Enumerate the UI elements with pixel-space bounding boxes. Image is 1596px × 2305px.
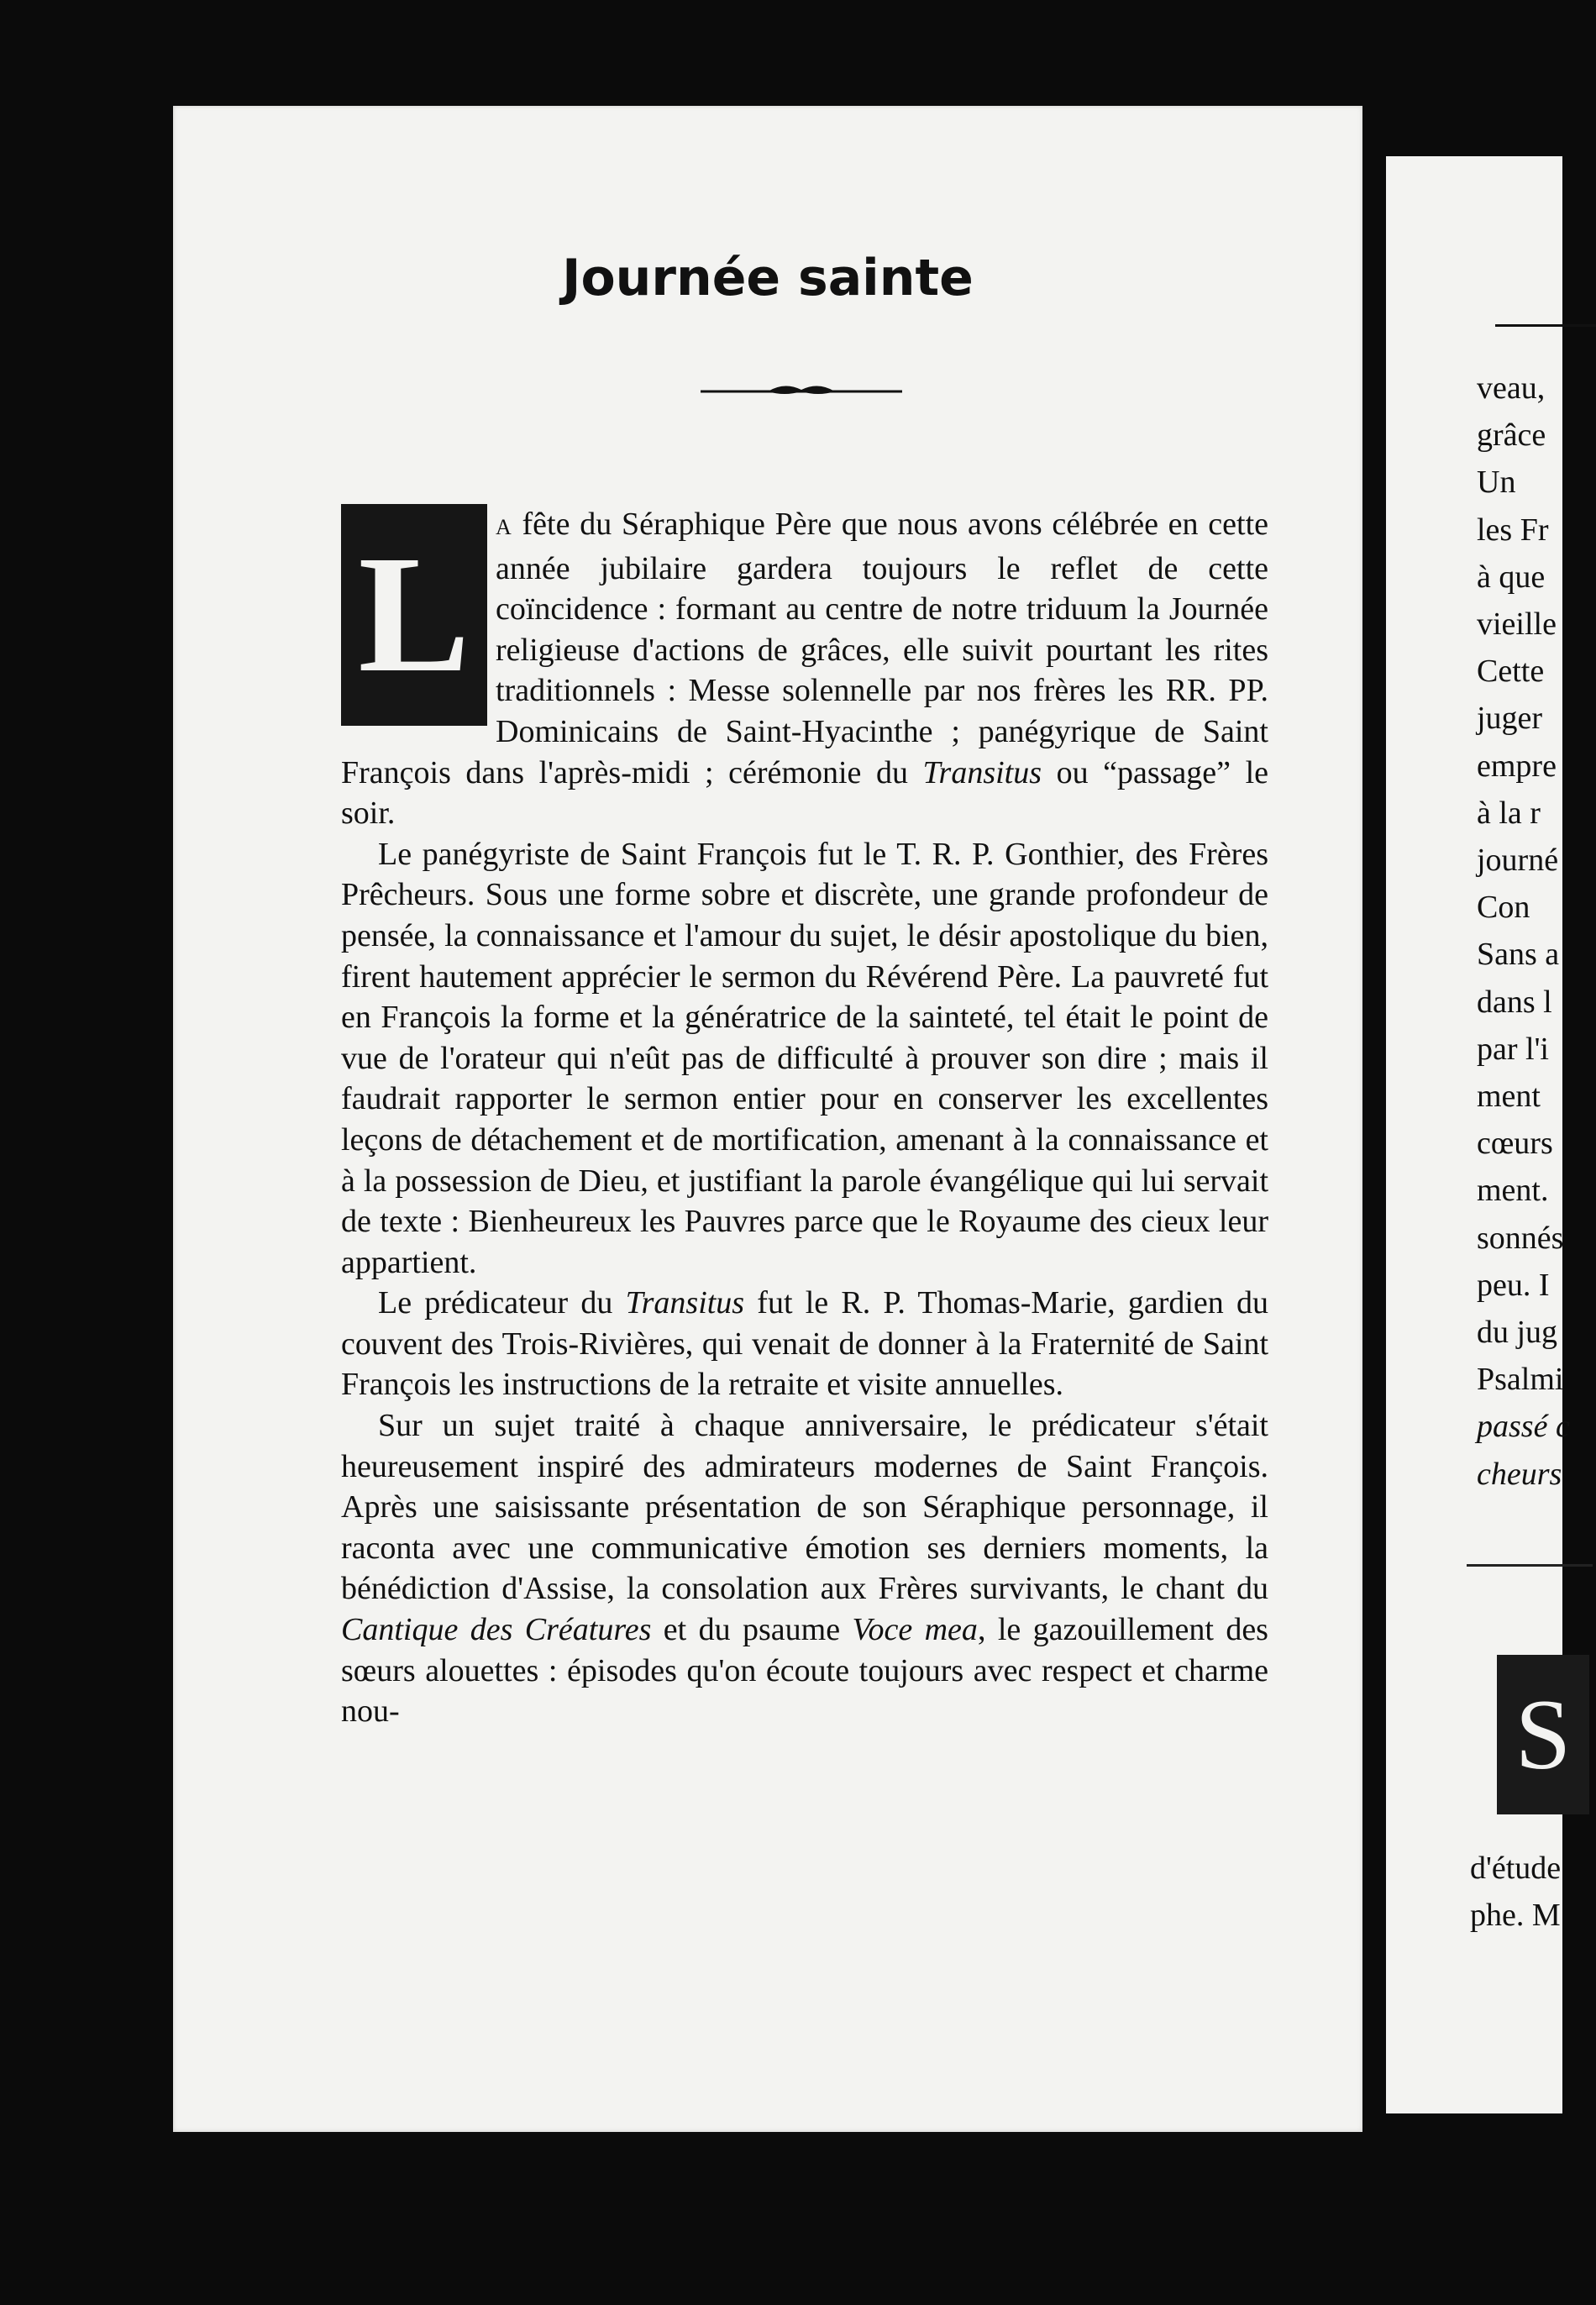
right-page-line: les Fr xyxy=(1477,512,1549,548)
right-page-after-line: d'étude xyxy=(1470,1851,1562,1886)
cantique-italic: Cantique des Créatures xyxy=(341,1612,652,1648)
paragraph-4 xyxy=(341,1405,1268,1732)
right-header-rule xyxy=(1495,324,1596,327)
right-page-line: juger xyxy=(1477,701,1543,737)
drop-cap-letter: L xyxy=(341,504,487,726)
right-page-after-text xyxy=(1470,1845,1561,1939)
paragraph-1-end: ou “passage” le soir. xyxy=(341,754,1268,832)
voce-mea-italic: Voce mea xyxy=(852,1612,978,1648)
right-page-line: empre xyxy=(1477,748,1557,784)
page-title: Journée sainte xyxy=(562,249,974,307)
paragraph-4-mid: et du psaume xyxy=(651,1612,853,1648)
right-page-line: passé c xyxy=(1477,1409,1570,1445)
right-page-line: cheurs xyxy=(1477,1456,1562,1492)
right-page-line: Con xyxy=(1477,890,1530,926)
right-page-line: grâce xyxy=(1477,417,1546,454)
right-page-line: peu. I xyxy=(1477,1267,1550,1303)
paragraph-3 xyxy=(341,1283,1268,1405)
right-page-line: du jug xyxy=(1477,1315,1558,1351)
transitus-italic-2: Transitus xyxy=(625,1285,745,1321)
right-page-line: Sans a xyxy=(1477,937,1560,973)
right-page-line: ment. xyxy=(1477,1173,1549,1209)
title-flourish-ornament xyxy=(701,381,902,398)
right-page-line: à que xyxy=(1477,559,1546,595)
paragraph-3-start: Le prédicateur du xyxy=(378,1285,626,1321)
right-page-line: Un xyxy=(1477,465,1516,501)
right-page-divider xyxy=(1467,1564,1593,1572)
right-page-line: sonnés xyxy=(1477,1220,1564,1256)
paragraph-3-end: fut le R. P. Thomas-Marie, gardien du couvent des Trois-Rivières, qui venait de donner à la Fraternité de Saint François les instructions de la retraite et visite annuelles. xyxy=(341,1285,1268,1403)
right-page-after-line: phe. M xyxy=(1470,1898,1561,1933)
right-page-line: ment xyxy=(1477,1079,1541,1115)
right-page-line: dans l xyxy=(1477,984,1552,1020)
right-page-line: Psalmi xyxy=(1477,1362,1564,1398)
right-page-line: journé xyxy=(1477,843,1559,879)
small-caps-lead: A xyxy=(496,515,512,539)
right-page-line: à la r xyxy=(1477,795,1541,831)
paragraph-2: Le panégyriste de Saint François fut le T. R. P. Gonthier, des Frères Prêcheurs. Sous une forme sobre et discrète, une grande profondeur de pensée, la connaissance et l'amour du sujet, le désir apostolique du bien, firent hautement apprécier le sermon du Révérend Père. La pauvreté fut en François la forme et la génératrice de la sainteté, tel était le point de vue de l'orateur qui n'eût pas de difficulté à prouver son dire ; mais il faudrait rapporter le sermon entier pour en conserver les excellentes leçons de détachement et de mortification, amenant à la connaissance et à la possession de Dieu, et justifiant la parole évangélique qui lui servait de texte : Bienheureux les Pauvres parce que le Royaume des cieux leur appartient. xyxy=(341,836,1268,1280)
paragraph-4-start: Sur un sujet traité à chaque anniversaire, le prédicateur s'était heureusement inspiré des admirateurs modernes de Saint François. Après une saisissante présentation de son Séraphique personnage, il raconta avec une communicative émotion ses derniers moments, la bénédiction d'Assise, la consolation aux Frères survivants, le chant du xyxy=(341,1408,1268,1607)
paragraph-1 xyxy=(341,504,1268,834)
transitus-italic: Transitus xyxy=(922,754,1042,790)
right-page-text xyxy=(1477,365,1570,1498)
right-page-line: vieille xyxy=(1477,606,1557,643)
right-page-drop-cap: S xyxy=(1497,1655,1589,1814)
paragraph-1-text: fête du Séraphique Père que nous avons célébrée en cette année jubilaire gardera toujours le reflet de cette coïncidence : formant au centre de notre triduum la Journée religieuse d'actions de grâces, elle suivit pourtant les rites traditionnels : Messe solennelle par nos frères les RR. PP. Dominicains de Saint-Hyacinthe ; panégyrique de Saint François dans l'après-midi ; cérémonie du xyxy=(341,507,1268,790)
right-page-line: Cette xyxy=(1477,654,1545,690)
paragraph-4-end: , le gazouillement des sœurs alouettes : épisodes qu'on écoute toujours avec respect et charme nou- xyxy=(341,1612,1268,1730)
article-body xyxy=(341,504,1268,1732)
right-page-line: cœurs xyxy=(1477,1126,1553,1162)
right-page-line: veau, xyxy=(1477,370,1546,406)
right-page-line: par l'i xyxy=(1477,1031,1549,1067)
right-page xyxy=(1386,156,1572,2113)
